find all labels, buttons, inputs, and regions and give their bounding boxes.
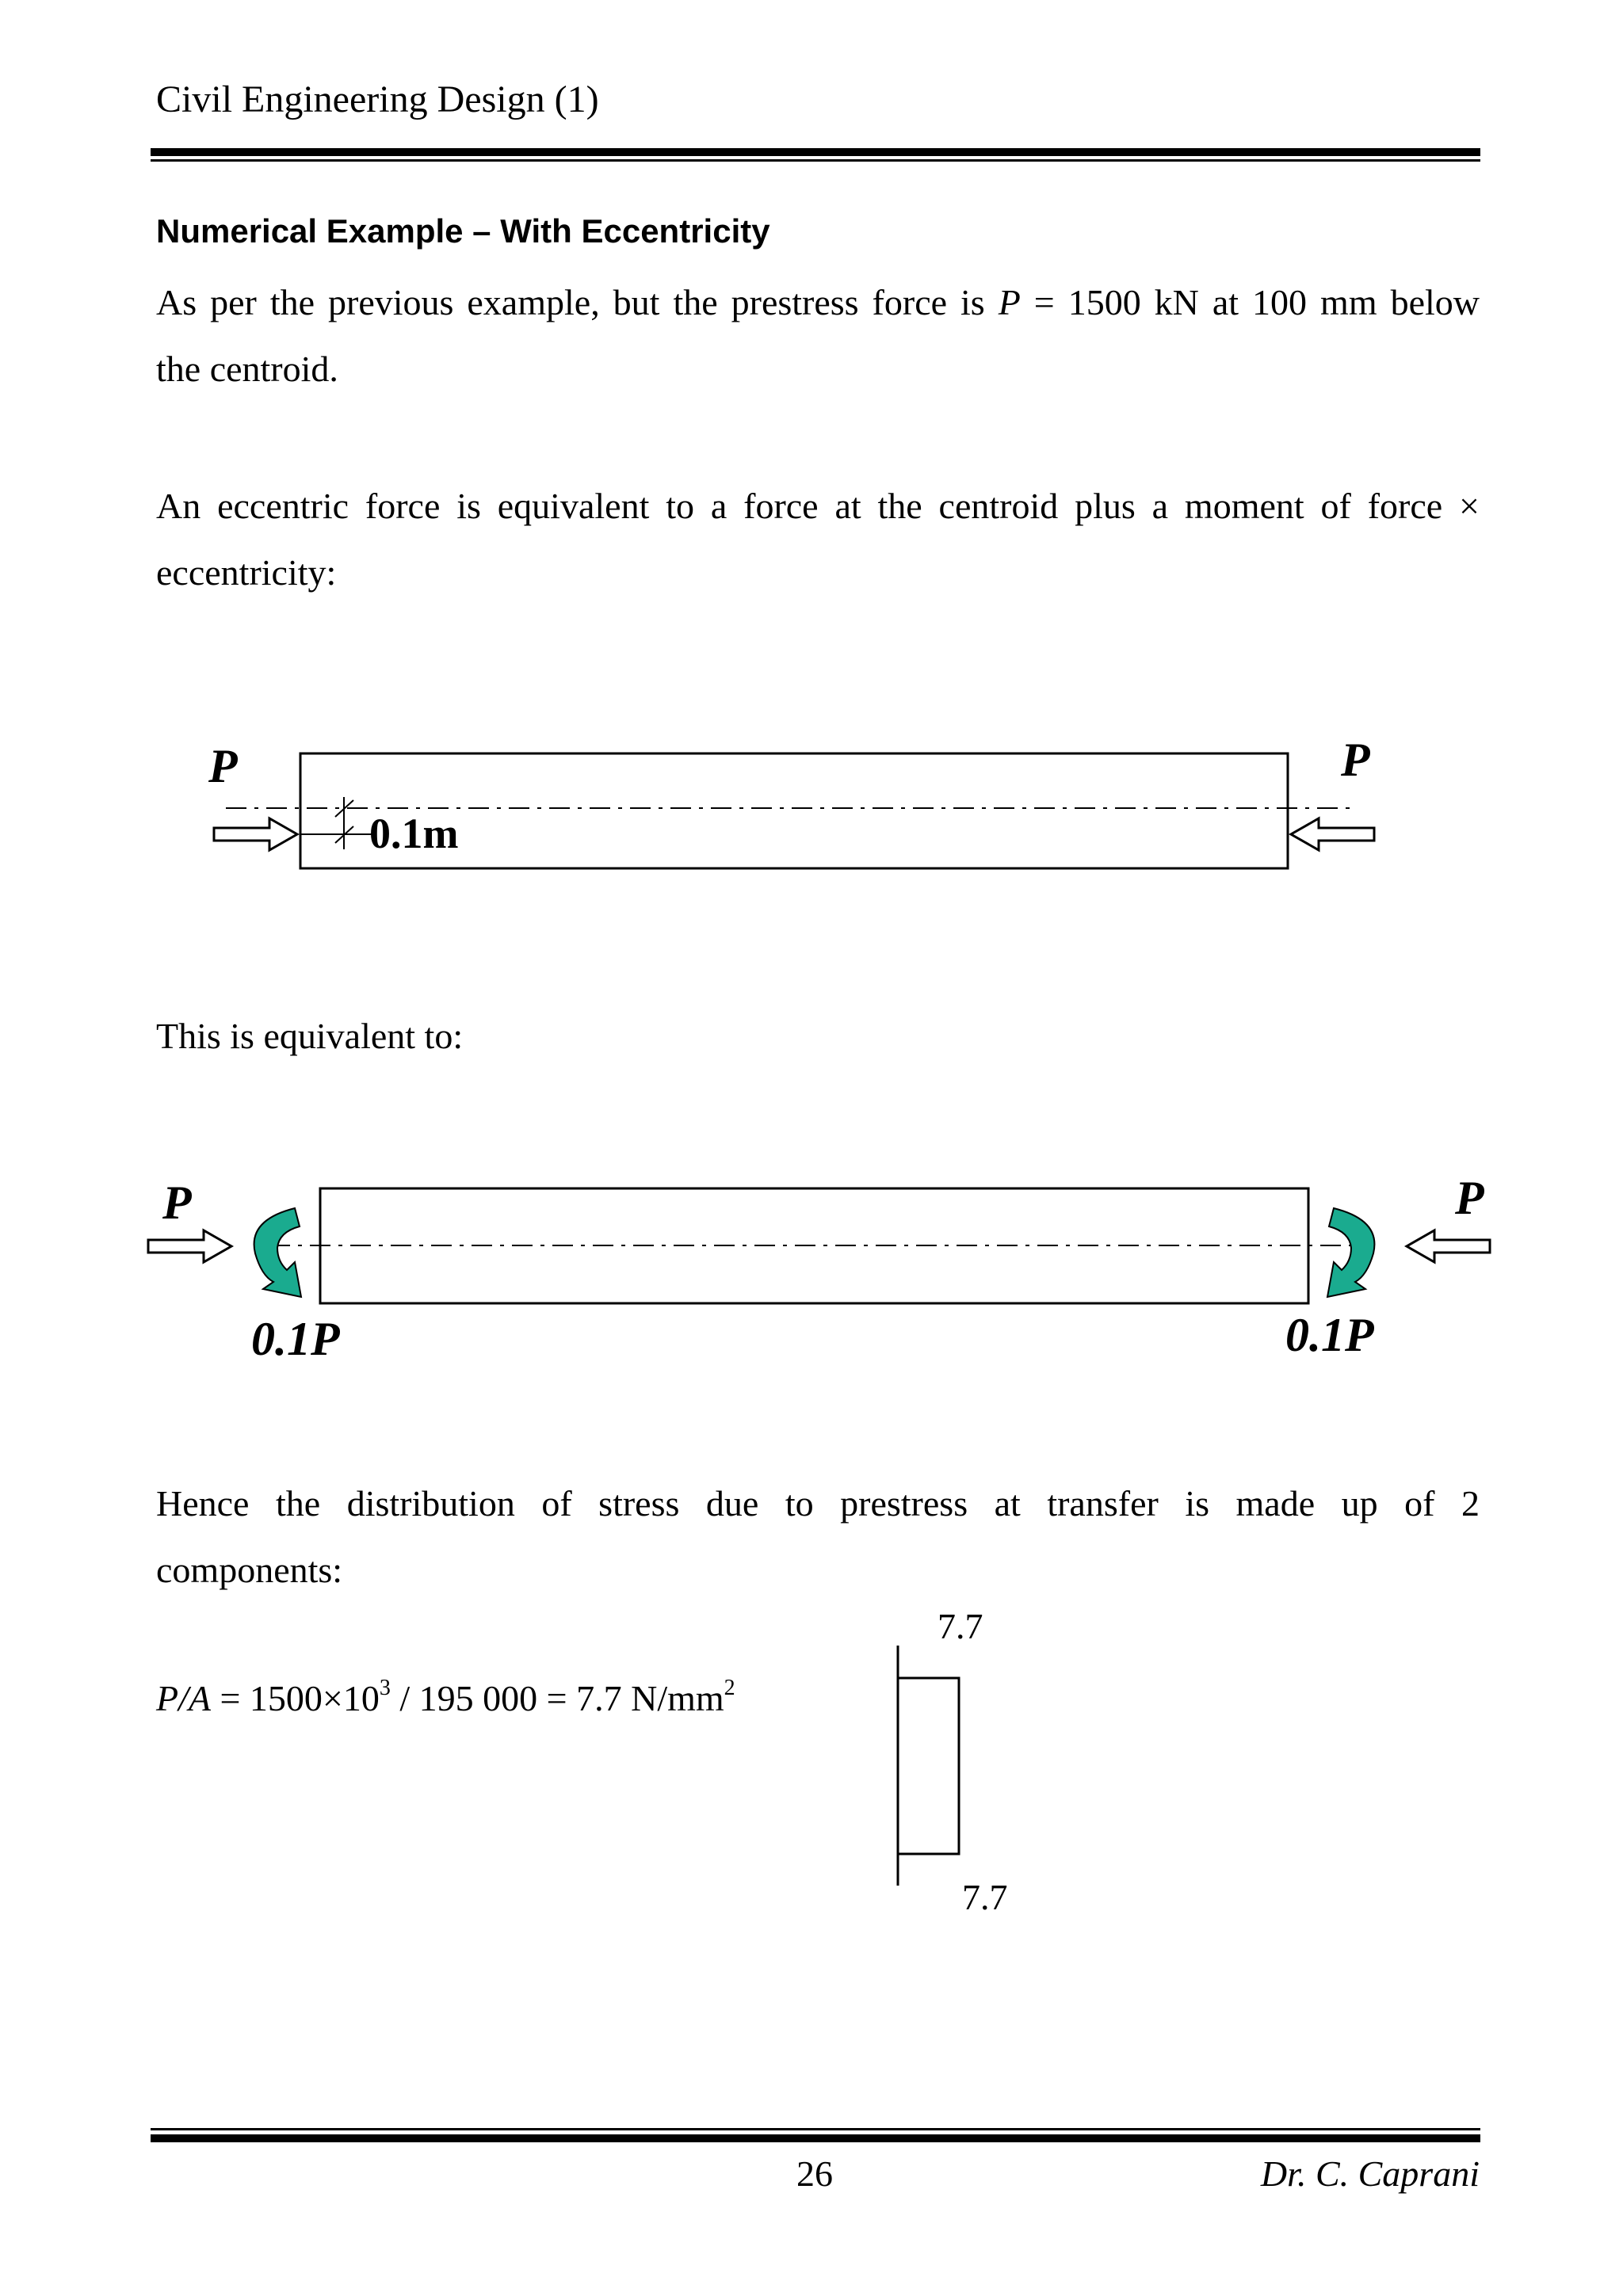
right-force-label: P — [1341, 734, 1370, 786]
right-moment-label: 0.1P — [1285, 1309, 1374, 1361]
left-force-label: P — [208, 740, 238, 792]
paragraph-prestress — [156, 269, 1480, 402]
left-moment-icon — [254, 1208, 301, 1297]
stress-bottom-value: 7.7 — [962, 1877, 1008, 1917]
left-force-label: P — [162, 1177, 192, 1229]
header-rule-thin — [151, 159, 1480, 162]
paragraph-line: components: — [156, 1550, 343, 1590]
left-moment-label: 0.1P — [251, 1313, 340, 1365]
eccentric-force-diagram — [0, 713, 1623, 903]
right-force-arrow — [1407, 1230, 1490, 1262]
stress-block-diagram — [0, 1592, 1623, 1941]
footer-author: Dr. C. Caprani — [1260, 2153, 1480, 2194]
left-force-arrow — [214, 818, 297, 850]
formula-lhs: P/A — [156, 1678, 211, 1718]
paragraph-equivalent: This is equivalent to: — [156, 1016, 464, 1056]
header-title: Civil Engineering Design (1) — [156, 78, 599, 120]
right-force-label: P — [1455, 1172, 1484, 1224]
paragraph-line — [156, 269, 1480, 336]
page-number: 26 — [796, 2153, 833, 2194]
left-force-arrow — [148, 1230, 231, 1262]
formula-text: = 1500×10 — [210, 1678, 380, 1718]
right-moment-icon — [1327, 1208, 1374, 1297]
variable-p: P — [998, 282, 1021, 322]
paragraph-line: Hence the distribution of stress due to prestress at transfer is made up of 2 — [156, 1483, 1480, 1524]
formula-unit-exponent: 2 — [724, 1676, 735, 1700]
header-rule-thick — [151, 148, 1480, 156]
paragraph-eccentric — [156, 473, 1480, 606]
paragraph-line: An eccentric force is equivalent to a force at the centroid plus a moment of force × — [156, 486, 1480, 526]
footer-rule-thin — [151, 2128, 1480, 2130]
text-run: As per the previous example, but the prestress force is — [156, 282, 999, 322]
text-run: = 1500 kN at 100 mm below — [1020, 282, 1480, 322]
formula-text: / 195 000 = 7.7 N/mm — [390, 1678, 724, 1718]
paragraph-line: the centroid. — [156, 349, 338, 389]
footer-rule-thick — [151, 2134, 1480, 2142]
formula-exponent: 3 — [379, 1676, 391, 1700]
paragraph-distribution — [156, 1470, 1480, 1604]
section-heading: Numerical Example – With Eccentricity — [156, 212, 770, 250]
right-force-arrow — [1291, 818, 1374, 850]
paragraph-line: eccentricity: — [156, 552, 337, 593]
equivalent-force-diagram — [0, 1149, 1623, 1386]
eccentricity-label: 0.1m — [369, 810, 459, 857]
stress-top-value: 7.7 — [938, 1606, 983, 1646]
stress-block — [898, 1678, 959, 1854]
